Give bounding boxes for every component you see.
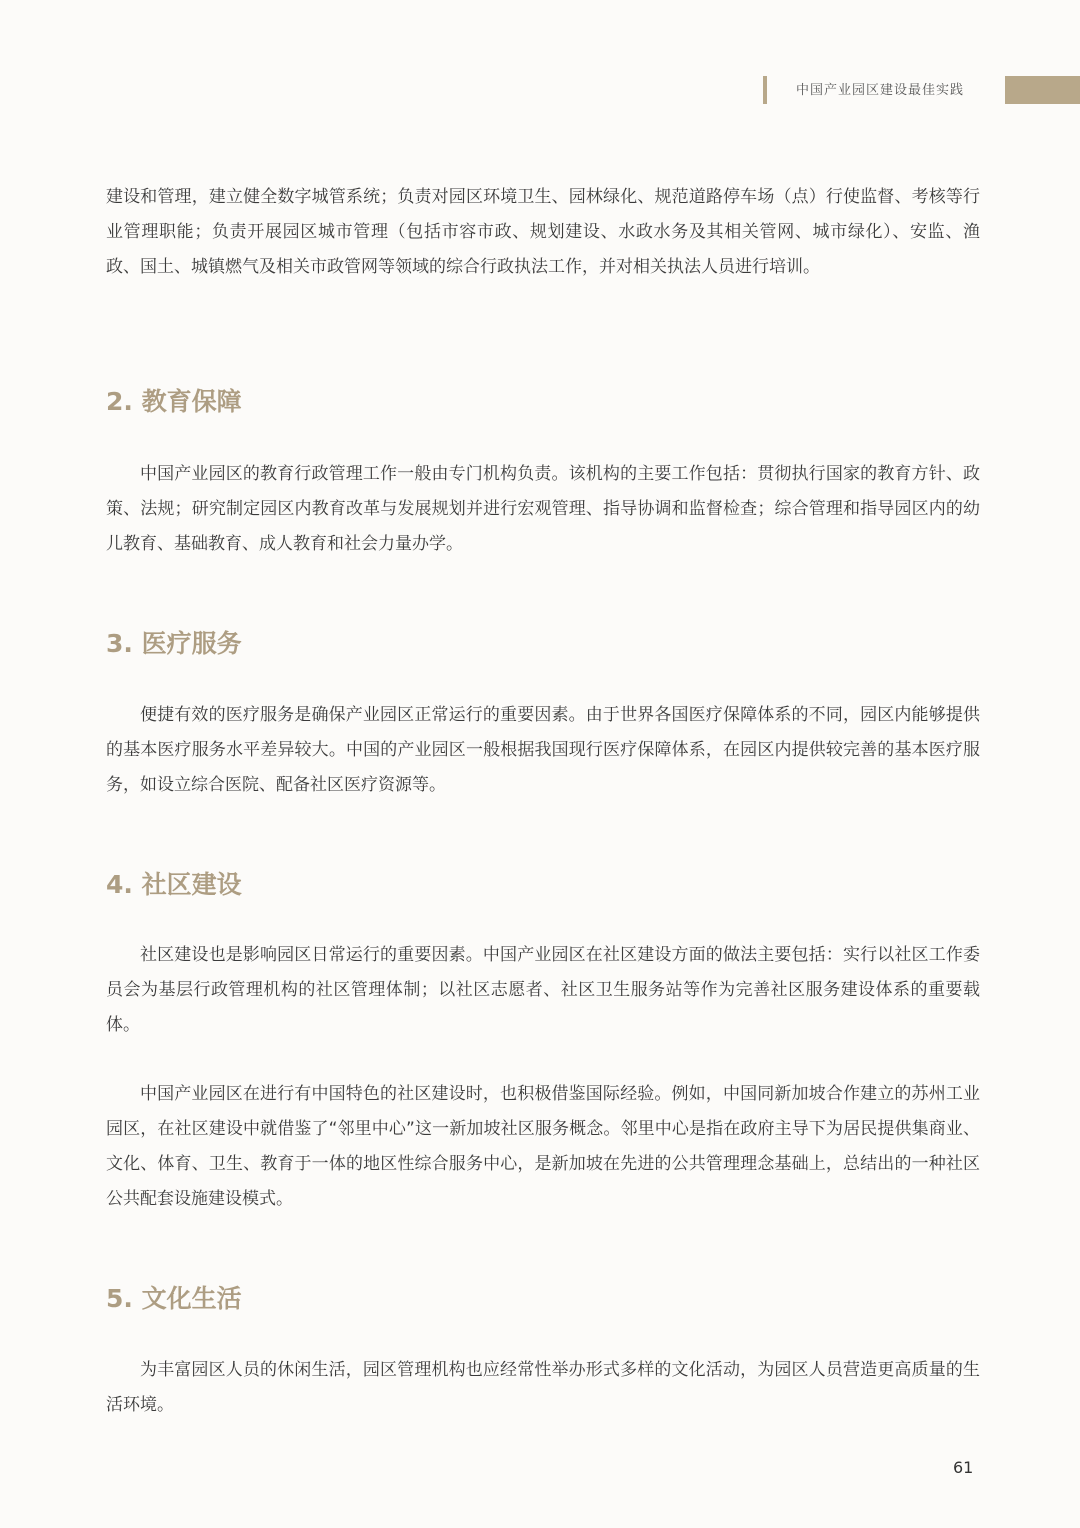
- intro-paragraph: 建设和管理，建立健全数字城管系统；负责对园区环境卫生、园林绿化、规范道路停车场（点）行使监督、考核等行业管理职能；负责开展园区城市管理（包括市容市政、规划建设、水政水务及其相关管网、城市绿化）、安监、渔政、国土、城镇燃气及相关市政管网等领域的综合行政执法工作，并对相关执法人员进行培训。: [106, 187, 980, 277]
- section-heading-culture: 5. 文化生活: [106, 1284, 242, 1313]
- culture-paragraph: 为丰富园区人员的休闲生活，园区管理机构也应经常性举办形式多样的文化活动，为园区人员营造更高质量的生活环境。: [106, 1360, 980, 1415]
- running-header-title: 中国产业园区建设最佳实践: [796, 83, 965, 98]
- community-paragraph-2: 中国产业园区在进行有中国特色的社区建设时，也积极借鉴国际经验。例如，中国同新加坡合作建立的苏州工业园区，在社区建设中就借鉴了“邻里中心”这一新加坡社区服务概念。邻里中心是指在政府主导下为居民提供集商业、文化、体育、卫生、教育于一体的地区性综合服务中心，是新加坡在先进的公共管理理念基础上，总结出的一种社区公共配套设施建设模式。: [106, 1084, 980, 1209]
- medical-paragraph: 便捷有效的医疗服务是确保产业园区正常运行的重要因素。由于世界各国医疗保障体系的不同，园区内能够提供的基本医疗服务水平差异较大。中国的产业园区一般根据我国现行医疗保障体系，在园区内提供较完善的基本医疗服务，如设立综合医院、配备社区医疗资源等。: [106, 705, 980, 795]
- community-paragraph-1: 社区建设也是影响园区日常运行的重要因素。中国产业园区在社区建设方面的做法主要包括：实行以社区工作委员会为基层行政管理机构的社区管理体制；以社区志愿者、社区卫生服务站等作为完善社区服务建设体系的重要载体。: [106, 945, 980, 1035]
- page-number: 61: [953, 1458, 974, 1477]
- header-divider: [763, 76, 767, 104]
- header-color-tab: [1005, 76, 1080, 104]
- section-heading-education: 2. 教育保障: [106, 387, 242, 416]
- section-heading-medical: 3. 医疗服务: [106, 629, 242, 658]
- section-heading-community: 4. 社区建设: [106, 870, 242, 899]
- education-paragraph: 中国产业园区的教育行政管理工作一般由专门机构负责。该机构的主要工作包括：贯彻执行国家的教育方针、政策、法规；研究制定园区内教育改革与发展规划并进行宏观管理、指导协调和监督检查；综合管理和指导园区内的幼儿教育、基础教育、成人教育和社会力量办学。: [106, 464, 980, 554]
